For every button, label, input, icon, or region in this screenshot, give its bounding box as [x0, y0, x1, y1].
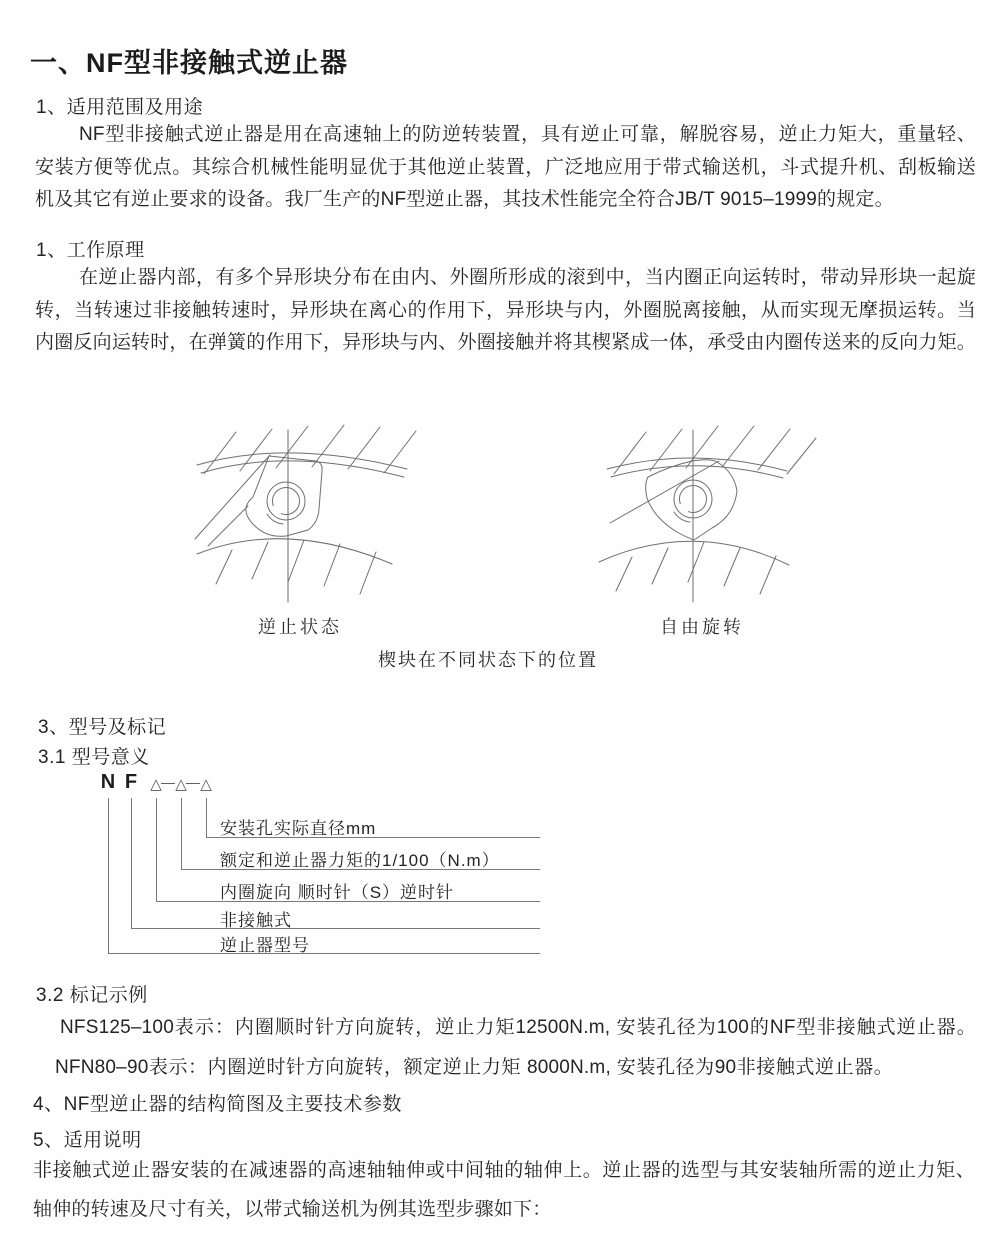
- free-rotation-drawing: [582, 424, 822, 607]
- paragraph-scope: [35, 119, 976, 217]
- paragraph-line: 内圈反向运转时，在弹簧的作用下，异形块与内、外圈接触并将其楔紧成一体，承受由内圈传送来的反向力矩。: [35, 332, 976, 354]
- figure-caption: 楔块在不同状态下的位置: [378, 650, 598, 670]
- model-code-triangle: △: [150, 776, 162, 793]
- section-heading-scope: 1、适用范围及用途: [36, 97, 204, 118]
- leader-line-vertical: [156, 798, 157, 901]
- paragraph-line: 安装方便等优点。其综合机械性能明显优于其他逆止装置，广泛地应用于带式输送机，斗式提升机、刮板输送: [35, 156, 976, 178]
- model-code-letter-f: F: [124, 771, 138, 793]
- model-code-triangle: △: [200, 776, 212, 793]
- section-heading-structure: 4、NF型逆止器的结构简图及主要技术参数: [33, 1094, 402, 1115]
- paragraph-line: 在逆止器内部，有多个异形块分布在由内、外圈所形成的滚到中，当内圈正向运转时，带动异形块一起旋: [79, 267, 976, 288]
- figure-right-label: 自由旋转: [660, 617, 744, 637]
- designation-label-bore: 安装孔实际直径mm: [220, 819, 377, 838]
- paragraph-line: 转，当转速过非接触转速时，异形块在离心的作用下，异形块与内，外圈脱离接触，从而实现无摩损运转。当: [35, 299, 976, 321]
- figure-left-label: 逆止状态: [258, 617, 342, 637]
- leader-line-vertical: [131, 798, 132, 928]
- leader-line-vertical: [108, 798, 109, 953]
- designation-label-torque: 额定和逆止器力矩的1/100（N.m）: [220, 851, 500, 870]
- section-heading-model: 3、型号及标记: [38, 717, 167, 738]
- paragraph-line: NF型非接触式逆止器是用在高速轴上的防逆转装置，具有逆止可靠，解脱容易，逆止力矩大，重量轻、: [79, 124, 976, 145]
- figure-backstop-state: [180, 424, 420, 639]
- designation-label-rotation: 内圈旋向 顺时针（S）逆时针: [220, 883, 455, 902]
- subheading-marking-example: 3.2 标记示例: [36, 985, 148, 1006]
- paragraph-usage-line: 非接触式逆止器安装的在减速器的高速轴轴伸或中间轴的轴伸上。逆止器的选型与其安装轴所需的逆止力矩、: [33, 1160, 975, 1181]
- designation-label-noncontact: 非接触式: [220, 911, 292, 930]
- subheading-model-meaning: 3.1 型号意义: [38, 747, 150, 768]
- marking-example-1: NFS125–100表示：内圈顺时针方向旋转，逆止力矩12500N.m, 安装孔径为100的NF型非接触式逆止器。: [60, 1017, 976, 1038]
- wedge-block: [246, 456, 322, 536]
- wedge-block: [646, 460, 737, 540]
- section-heading-principle: 1、工作原理: [36, 240, 145, 261]
- backstop-state-drawing: [180, 424, 420, 607]
- model-designation-diagram: [31, 771, 971, 976]
- designation-label-type: 逆止器型号: [220, 936, 310, 955]
- figure-free-rotation: [582, 424, 822, 639]
- paragraph-principle: [35, 262, 976, 360]
- leader-line-horizontal: [108, 953, 540, 954]
- page-title: 一、NF型非接触式逆止器: [30, 48, 348, 78]
- paragraph-usage-line: 轴伸的转速及尺寸有关，以带式输送机为例其选型步骤如下：: [33, 1199, 552, 1220]
- model-code-triangle: △: [175, 776, 187, 793]
- leader-line-vertical: [206, 798, 207, 837]
- paragraph-line: 机及其它有逆止要求的设备。我厂生产的NF型逆止器，其技术性能完全符合JB/T 9015–1999的规定。: [35, 189, 894, 211]
- leader-line-vertical: [181, 798, 182, 869]
- model-code-letter-n: N: [100, 771, 116, 793]
- model-code-dash: —: [161, 774, 175, 790]
- leader-line-horizontal: [131, 928, 540, 929]
- marking-example-2: NFN80–90表示：内圈逆时针方向旋转，额定逆止力矩 8000N.m, 安装孔径为90非接触式逆止器。: [55, 1057, 893, 1078]
- model-code-dash: —: [186, 774, 200, 790]
- section-heading-usage: 5、适用说明: [33, 1130, 142, 1151]
